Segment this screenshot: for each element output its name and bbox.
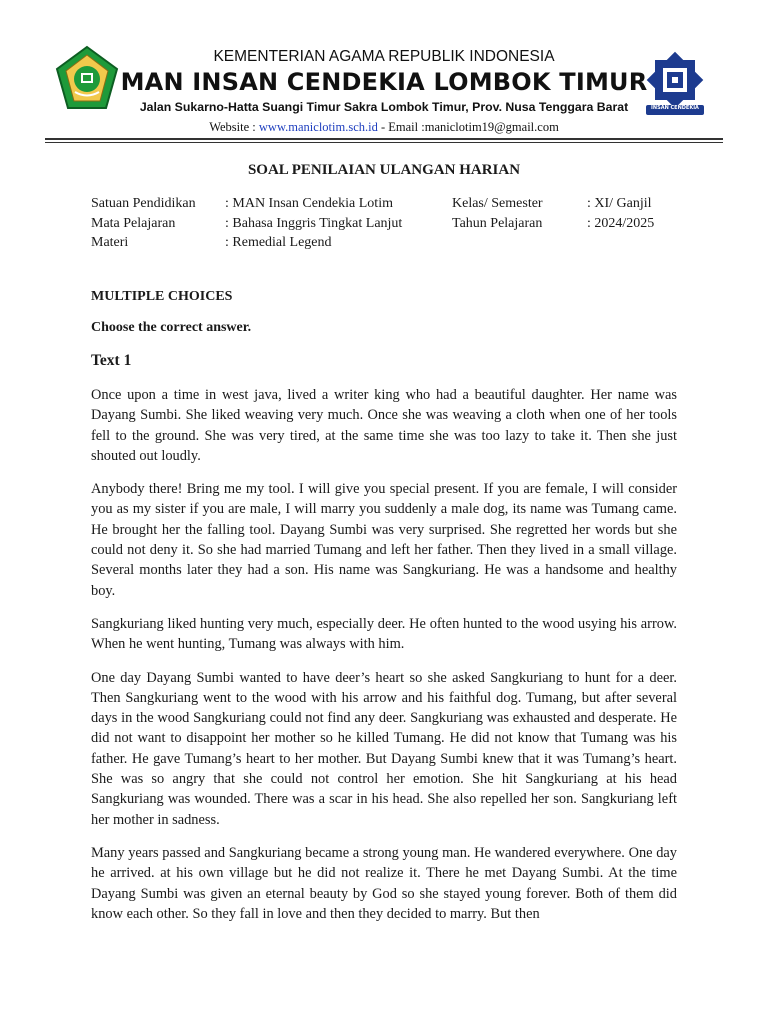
info-values-left	[225, 194, 402, 253]
website-link[interactable]: www.maniclotim.sch.id	[258, 120, 378, 134]
info-labels-right	[452, 194, 543, 233]
school-address: Jalan Sukarno-Hatta Suangi Timur Sakra Lombok Timur, Prov. Nusa Tenggara Barat	[139, 100, 629, 114]
info-values-right	[587, 194, 654, 233]
paragraph: Sangkuriang liked hunting very much, especially deer. He often hunted to the wood usying his arrow. When he went hunting, Tumang was always with him.	[91, 615, 677, 653]
header-divider-thin	[45, 142, 723, 143]
paragraph: Many years passed and Sangkuriang became a strong young man. He wandered everywhere. One day he arrived. at his own village but he did not realize it. There he met Dayang Sumbi. At the time Dayang Sumbi was given an eternal beauty by God so she stayed young forever. Both of them did know each other. So they fall in love and then they decided to marry. But then	[91, 844, 677, 922]
info-value: : XI/ Ganjil	[587, 196, 652, 211]
letterhead	[0, 0, 768, 145]
info-value: : MAN Insan Cendekia Lotim	[225, 196, 393, 211]
info-label: Satuan Pendidikan	[91, 196, 196, 211]
exam-title: SOAL PENILAIAN ULANGAN HARIAN	[247, 162, 521, 178]
info-label: Materi	[91, 235, 129, 250]
email-label: - Email :	[377, 120, 425, 134]
text-title: Text 1	[91, 352, 132, 369]
paragraph: One day Dayang Sumbi wanted to have deer’s heart so she asked Sangkuriang to hunt for a deer. Then Sangkuriang went to the wood with his arrow and his faithful dog. Tumang, but after several days in the wood Sangkuriang could not find any deer. Sangkuriang was exhausted and desperate. He did not want to disappoint her mother so he killed Tumang. He did not know that Tumang was his father. He gave Tumang’s heart to her mother. But Dayang Sumbi knew that it was Tumang’s heart. She was so angry that she could not control her emotion. She hit Sangkuriang at his head Sangkuriang was wounded. There was a scar in his head. She also repelled her son. Sangkuriang left her mother in sadness.	[91, 669, 677, 828]
school-logo-caption: INSAN CENDEKIA	[651, 105, 699, 111]
ministry-name: KEMENTERIAN AGAMA REPUBLIK INDONESIA	[213, 48, 555, 65]
info-value: : Remedial Legend	[225, 235, 332, 250]
paragraph: Once upon a time in west java, lived a writer king who had a beautiful daughter. Her name was Dayang Sumbi. She liked weaving very much. Once she was weaving a cloth when one of her tools fell to the ground. She was very tired, at the same time she was too lazy to take it. Then she just shouted out loudly.	[91, 387, 677, 464]
website-label: Website :	[209, 120, 259, 134]
info-value: : 2024/2025	[587, 215, 655, 231]
reading-text	[91, 385, 677, 937]
info-labels-left	[91, 194, 196, 253]
header-divider-thick	[45, 138, 723, 140]
paragraph: Anybody there! Bring me my tool. I will give you special present. If you are female, I will consider you as my sister if you are male, I will marry you suddenly a male dog, its name was Tumang came. He brought her the falling tool. Dayang Sumbi was very surprised. She regretted her words but she could not deny it. So she had married Tumang and left her father. Then they lived in a small village. Several months later they had a son. His name was Sangkuriang. He was a handsome and healthy boy.	[91, 481, 677, 599]
contact-line	[0, 120, 768, 135]
school-name: MAN INSAN CENDEKIA LOMBOK TIMUR	[120, 68, 648, 96]
info-label: Mata Pelajaran	[91, 215, 176, 231]
info-value: : Bahasa Inggris Tingkat Lanjut	[225, 215, 403, 231]
email-address: maniclotim19@gmail.com	[424, 120, 559, 134]
section-heading: MULTIPLE CHOICES	[91, 289, 233, 304]
info-label: Kelas/ Semester	[452, 196, 543, 211]
info-label: Tahun Pelajaran	[452, 215, 543, 231]
instruction: Choose the correct answer.	[91, 320, 252, 335]
